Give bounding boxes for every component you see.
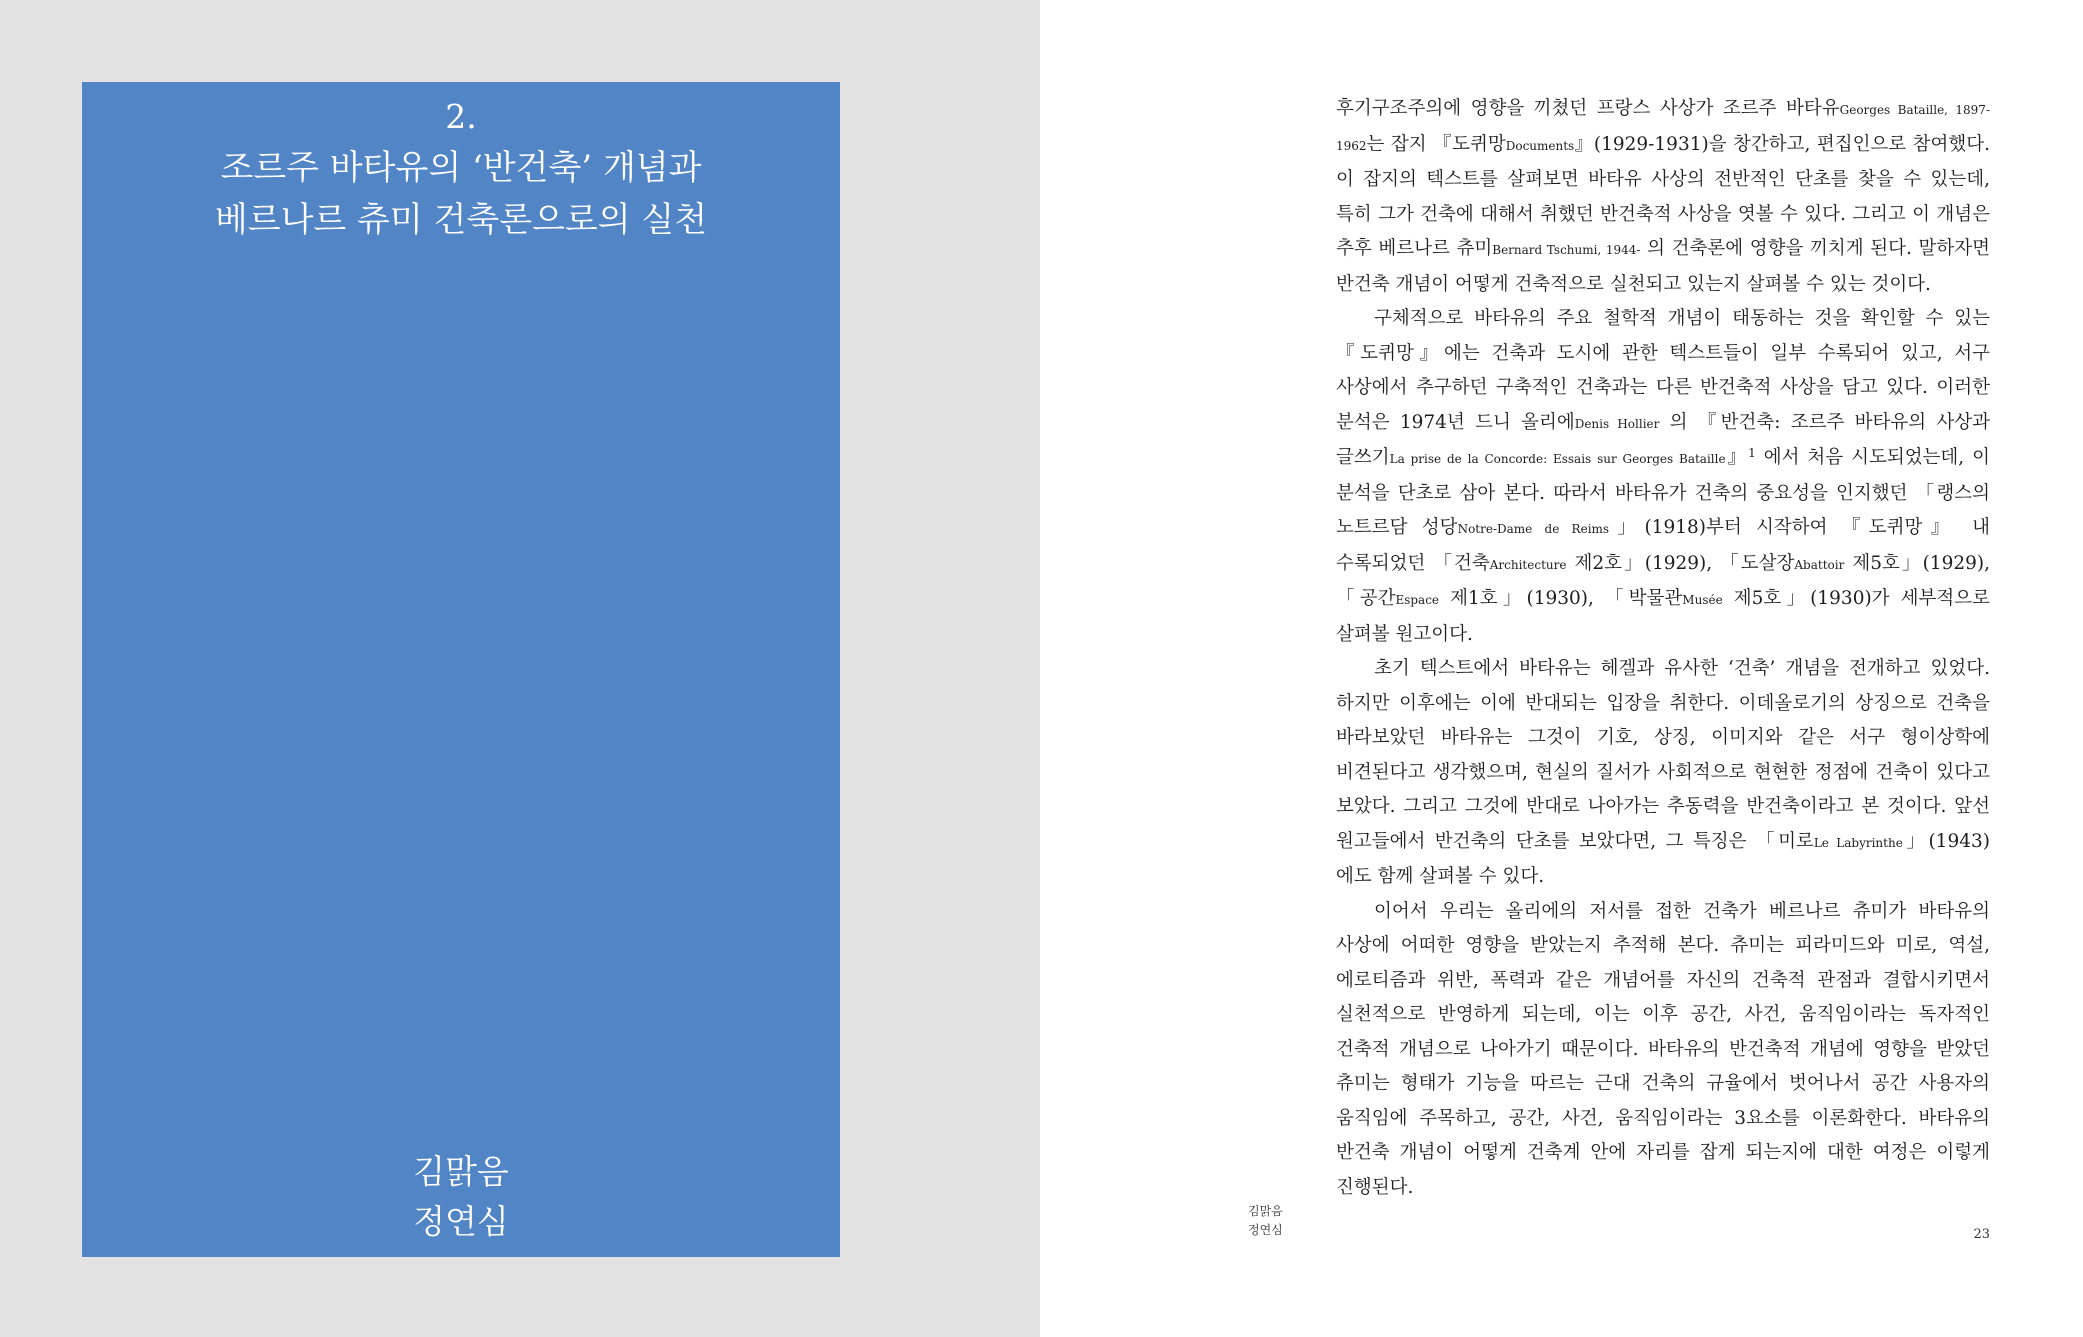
footer-author: 김맑음 (1248, 1204, 1283, 1218)
footer-author: 정연심 (1248, 1223, 1283, 1237)
foreign-term: Bernard Tschumi, 1944- (1492, 243, 1641, 257)
footnote-marker: 1 (1748, 446, 1756, 460)
chapter-number: 2. (445, 97, 477, 136)
footer-authors (1248, 1202, 1283, 1240)
text-run: 제5호」(1929), 「공간 (1336, 552, 1990, 609)
text-run: 』(1929-1931)을 창간하고, 편집인으로 참여했다. 이 잡지의 텍스트를 살펴보면 바타유 사상의 전반적인 단초를 찾을 수 있는데, 특히 그가 건축에 대해서 취했던 반건축적 사상을 엿볼 수 있다. 그리고 이 개념은 추후 베르나르 츄미 (1336, 133, 1990, 259)
text-run: 에서 처음 시도되었는데, 이 분석을 단초로 삼아 본다. 따라서 바타유가 건축의 중요성을 인지했던 「랭스의 노트르담 성당 (1336, 447, 1990, 538)
chapter-title-line: 조르주 바타유의 ‘반건축’ 개념과 (220, 148, 702, 188)
paragraph: 이어서 우리는 올리에의 저서를 접한 건축가 베르나르 츄미가 바타유의 사상에 어떠한 영향을 받았는지 추적해 본다. 츄미는 피라미드와 미로, 역설, 에로티즘과 위반, 폭력과 같은 개념어를 자신의 건축적 관점과 결합시키면서 실천적으로 반영하게 되는데, 이는 이후 공간, 사건, 움직임이라는 독자적인 건축적 개념으로 나아가기 때문이다. 바타유의 반건축적 개념에 영향을 받았던 츄미는 형태가 기능을 따르는 근대 건축의 규율에서 벗어나서 공간 사용자의 움직임에 주목하고, 공간, 사건, 움직임이라는 3요소를 이론화한다. 바타유의 반건축 개념이 어떻게 건축계 안에 자리를 잡게 되는지에 대한 여정은 이렇게 진행된다. (1336, 900, 1990, 1198)
text-run: 의 건축론에 영향을 끼치게 된다. 말하자면 반건축 개념이 어떻게 건축적으로 실천되고 있는지 살펴볼 수 있는 것이다. (1336, 238, 1990, 295)
cover-author: 정연심 (413, 1202, 509, 1241)
text-run: 제1호」(1930), 「박물관 (1439, 588, 1683, 609)
foreign-term: Architecture (1489, 557, 1567, 572)
foreign-term: Georges Bataille, 1897-1962 (1336, 103, 1990, 153)
paragraph (1336, 92, 1990, 302)
article-body (1336, 92, 1990, 1205)
foreign-term: Le Labyrinthe (1813, 835, 1903, 850)
page-number: 23 (1973, 1227, 1990, 1242)
text-run: 」(1918)부터 시작하여 『도퀴망』 내 수록되었던 「건축 (1336, 517, 1991, 574)
cover-authors (82, 1147, 840, 1247)
text-run: 초기 텍스트에서 바타유는 헤겔과 유사한 ‘건축’ 개념을 전개하고 있었다. 하지만 이후에는 이에 반대되는 입장을 취한다. 이데올로기의 상징으로 건축을 바라보았던 바타유는 그것이 기호, 상징, 이미지와 같은 서구 형이상학에 비견된다고 생각했으며, 현실의 질서가 사회적으로 현현한 정점에 건축이 있다고 보았다. 그리고 그것에 반대로 나아가는 추동력을 반건축이라고 본 것이다. 앞선 원고들에서 반건축의 단초를 보았다면, 그 특징은 「미로 (1336, 658, 1990, 852)
paragraph (1336, 302, 1990, 652)
text-run: 구체적으로 바타유의 주요 철학적 개념이 태동하는 것을 확인할 수 있는 『도퀴망』에는 건축과 도시에 관한 텍스트들이 일부 수록되어 있고, 서구 사상에서 추구하던 구축적인 건축과는 다른 반건축적 사상을 담고 있다. 이러한 분석은 1974년 드니 올리에 (1336, 308, 1990, 433)
text-run: 』 (1725, 447, 1749, 468)
foreign-term: Denis Hollier (1574, 416, 1660, 431)
foreign-term: Abattoir (1794, 557, 1845, 572)
foreign-term: Notre-Dame de Reims (1457, 522, 1610, 536)
left-page (0, 0, 1040, 1337)
paragraph (1336, 652, 1990, 895)
foreign-term: Espace (1395, 593, 1440, 607)
text-run: 는 잡지 『도퀴망 (1366, 133, 1506, 155)
text-run: 후기구조주의에 영향을 끼쳤던 프랑스 사상가 조르주 바타유 (1336, 98, 1840, 119)
text-run: 」(1943)에도 함께 살펴볼 수 있다. (1336, 830, 1990, 887)
foreign-term: Documents (1505, 138, 1575, 153)
cover-author: 김맑음 (413, 1152, 509, 1191)
foreign-term: La prise de la Concorde: Essais sur Georges Bataille (1389, 452, 1726, 466)
text-run: 제2호」(1929), 「도살장 (1566, 552, 1795, 574)
text-run: 제5호」(1930)가 세부적으로 살펴볼 원고이다. (1336, 588, 1990, 645)
text-run: 의 『반건축: 조르주 바타유의 사상과 글쓰기 (1336, 411, 1990, 468)
chapter-title (82, 142, 840, 246)
chapter-cover-block (82, 82, 840, 1257)
foreign-term: Musée (1682, 593, 1723, 607)
chapter-title-line: 베르나르 츄미 건축론으로의 실천 (214, 200, 708, 240)
